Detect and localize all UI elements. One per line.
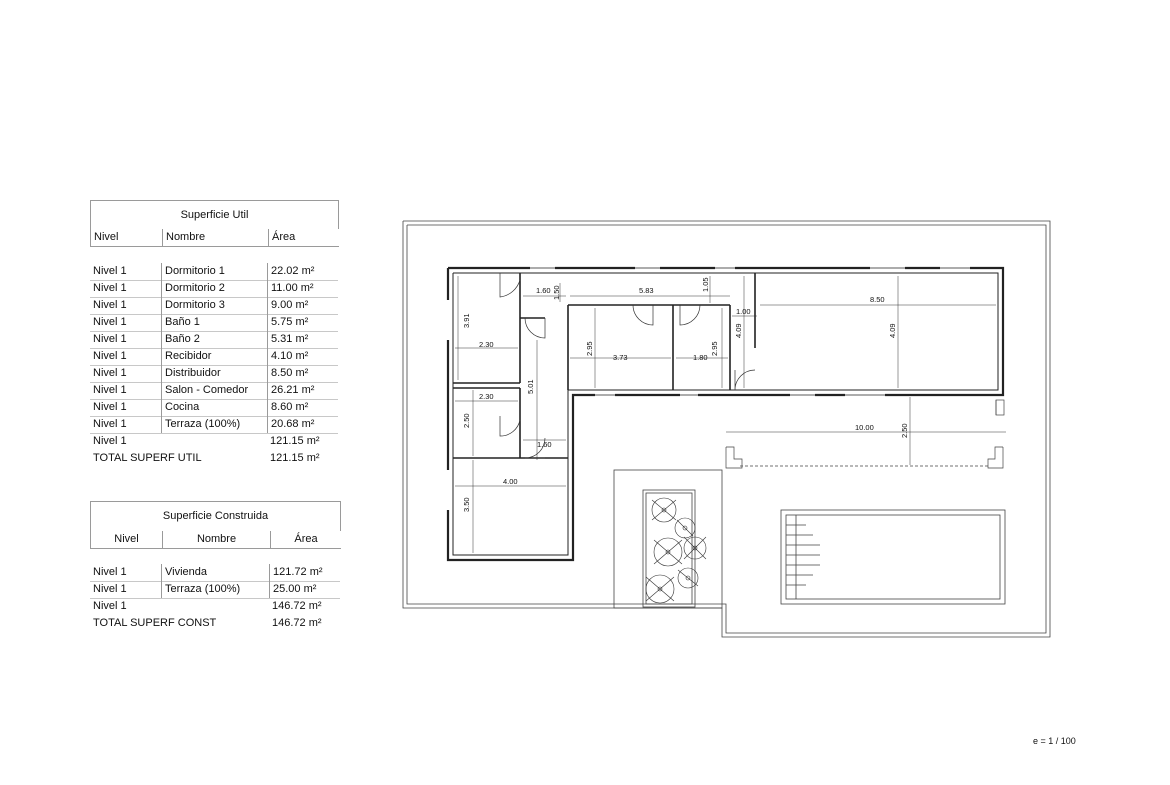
dim-10-00: 10.00 xyxy=(855,423,874,432)
util-cell-area: 8.60 m² xyxy=(267,399,338,416)
dim-1-00: 1.00 xyxy=(736,307,751,316)
window-jambs xyxy=(530,268,970,395)
util-total-label: TOTAL SUPERF UTIL xyxy=(93,452,202,464)
dim-3-91: 3.91 xyxy=(462,313,471,328)
dim-5-83: 5.83 xyxy=(639,286,654,295)
util-cell-nivel: Nivel 1 xyxy=(93,418,127,430)
dim-2-30-a: 2.30 xyxy=(479,340,494,349)
util-subtotal-area: 121.15 m² xyxy=(270,435,320,447)
util-cell-nivel: Nivel 1 xyxy=(93,401,127,413)
dim-2-50-b: 2.50 xyxy=(900,423,909,438)
util-total-area: 121.15 m² xyxy=(270,452,320,464)
const-header-nivel: Nivel xyxy=(114,533,139,545)
util-cell-area: 4.10 m² xyxy=(267,348,338,365)
dim-4-09-a: 4.09 xyxy=(734,323,743,338)
util-cell-nombre: Salon - Comedor xyxy=(161,382,267,399)
util-header-area: Área xyxy=(268,229,339,246)
scale-label: e = 1 / 100 xyxy=(1033,736,1076,746)
plant-symbols xyxy=(646,498,706,603)
util-cell-nivel: Nivel 1 xyxy=(93,350,127,362)
dim-1-05: 1.05 xyxy=(701,277,710,292)
util-cell-nivel: Nivel 1 xyxy=(93,333,127,345)
terrace-outline xyxy=(726,400,1004,468)
util-cell-area: 8.50 m² xyxy=(267,365,338,382)
util-cell-area: 20.68 m² xyxy=(267,416,338,433)
dim-1-80: 1.80 xyxy=(693,353,708,362)
dim-2-95-a: 2.95 xyxy=(585,341,594,356)
const-subtotal-area: 146.72 m² xyxy=(272,600,322,612)
const-cell-area: 25.00 m² xyxy=(269,581,340,598)
dim-4-00: 4.00 xyxy=(503,477,518,486)
dim-1-60-b: 1.60 xyxy=(537,440,552,449)
util-cell-nombre: Dormitorio 3 xyxy=(161,297,267,314)
exterior-walls xyxy=(448,268,1003,560)
planter xyxy=(614,470,722,608)
interior-walls xyxy=(453,273,755,458)
const-cell-nombre: Terraza (100%) xyxy=(161,581,269,598)
util-cell-nombre: Distribuidor xyxy=(161,365,267,382)
util-cell-nivel: Nivel 1 xyxy=(93,299,127,311)
util-cell-nivel: Nivel 1 xyxy=(93,265,127,277)
util-cell-nombre: Recibidor xyxy=(161,348,267,365)
util-cell-area: 5.75 m² xyxy=(267,314,338,331)
util-cell-nombre: Dormitorio 1 xyxy=(161,263,267,280)
util-cell-area: 22.02 m² xyxy=(267,263,338,280)
util-cell-area: 26.21 m² xyxy=(267,382,338,399)
const-total-area: 146.72 m² xyxy=(272,617,322,629)
const-table-title: Superficie Construida xyxy=(90,501,341,531)
dim-4-09-b: 4.09 xyxy=(888,323,897,338)
dim-1-60-a: 1.60 xyxy=(536,286,551,295)
util-cell-nombre: Cocina xyxy=(161,399,267,416)
const-cell-nivel: Nivel 1 xyxy=(93,583,127,595)
dim-3-50: 3.50 xyxy=(462,497,471,512)
util-cell-nombre: Baño 1 xyxy=(161,314,267,331)
dim-2-95-b: 2.95 xyxy=(710,341,719,356)
dim-1-50: 1.50 xyxy=(552,285,561,300)
util-header-nombre: Nombre xyxy=(162,229,268,246)
util-cell-area: 9.00 m² xyxy=(267,297,338,314)
doors xyxy=(500,273,755,458)
const-total-label: TOTAL SUPERF CONST xyxy=(93,617,217,629)
const-cell-area: 121.72 m² xyxy=(269,564,340,581)
dim-3-73: 3.73 xyxy=(613,353,628,362)
util-cell-nombre: Dormitorio 2 xyxy=(161,280,267,297)
const-cell-nivel: Nivel 1 xyxy=(93,566,127,578)
util-cell-nivel: Nivel 1 xyxy=(93,316,127,328)
util-table-title: Superficie Util xyxy=(90,200,339,229)
util-subtotal-nivel: Nivel 1 xyxy=(93,435,127,447)
util-cell-nivel: Nivel 1 xyxy=(93,367,127,379)
dim-2-50-a: 2.50 xyxy=(462,413,471,428)
const-header-nombre: Nombre xyxy=(162,531,270,548)
const-header-area: Área xyxy=(270,531,341,548)
const-cell-nombre: Vivienda xyxy=(161,564,269,581)
util-cell-area: 11.00 m² xyxy=(267,280,338,297)
util-cell-nivel: Nivel 1 xyxy=(93,282,127,294)
util-cell-nombre: Baño 2 xyxy=(161,331,267,348)
const-subtotal-nivel: Nivel 1 xyxy=(93,600,127,612)
util-cell-nombre: Terraza (100%) xyxy=(161,416,267,433)
dim-8-50: 8.50 xyxy=(870,295,885,304)
dim-5-01: 5.01 xyxy=(526,379,535,394)
util-cell-nivel: Nivel 1 xyxy=(93,384,127,396)
util-cell-area: 5.31 m² xyxy=(267,331,338,348)
dim-2-30-b: 2.30 xyxy=(479,392,494,401)
util-header-nivel: Nivel xyxy=(94,231,119,243)
swimming-pool xyxy=(781,510,1005,604)
